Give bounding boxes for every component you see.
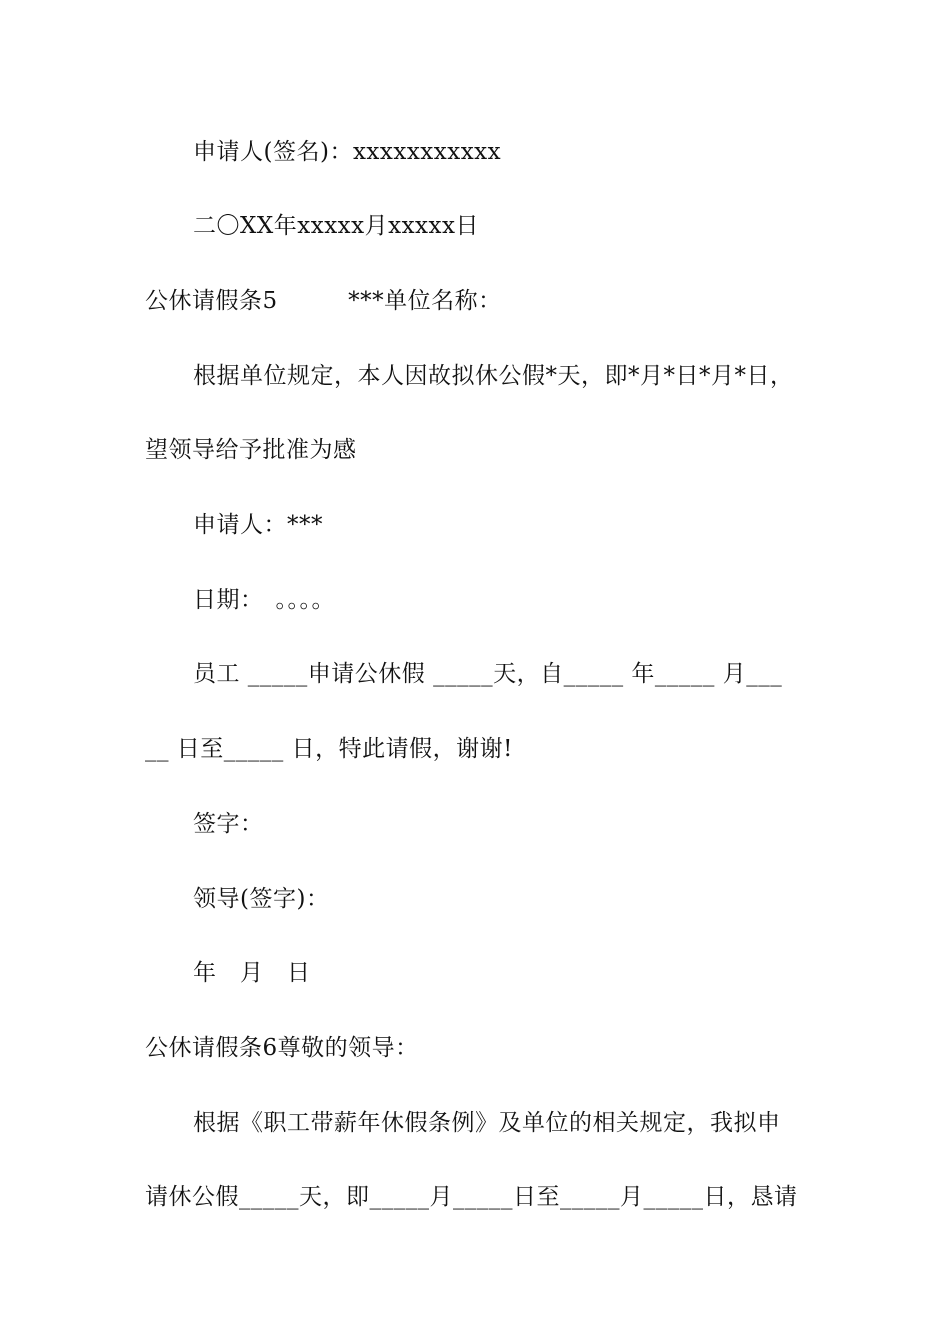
employee-request-line-2: __ 日至_____ 日，特此请假，谢谢! <box>145 736 513 762</box>
note-6-body-line-2: 请休公假_____天，即_____月_____日至_____月_____日，恳请 <box>145 1184 798 1210</box>
applicant-line: 申请人：*** <box>193 512 323 538</box>
note-6-body-line-1: 根据《职工带薪年休假条例》及单位的相关规定，我拟申 <box>193 1110 781 1136</box>
note-5-heading: 公休请假条5 ***单位名称： <box>145 288 502 314</box>
note-6-heading: 公休请假条6尊敬的领导： <box>145 1035 419 1061</box>
date-label-line: 日期： 。。。。 <box>193 587 335 613</box>
signature-label: 签字： <box>193 811 264 837</box>
note-5-body-line-1: 根据单位规定，本人因故拟休公假*天，即*月*日*月*日， <box>193 363 794 389</box>
leader-signature-label: 领导(签字)： <box>193 886 330 912</box>
date-line: 二〇XX年xxxxx月xxxxx日 <box>193 213 479 239</box>
employee-request-line-1: 员工 _____申请公休假 _____天，自_____ 年_____ 月___ <box>193 661 783 687</box>
applicant-signature-line: 申请人(签名)：xxxxxxxxxxx <box>193 139 502 165</box>
note-5-body-line-2: 望领导给予批准为感 <box>145 437 357 463</box>
year-month-day-line: 年 月 日 <box>193 960 311 986</box>
